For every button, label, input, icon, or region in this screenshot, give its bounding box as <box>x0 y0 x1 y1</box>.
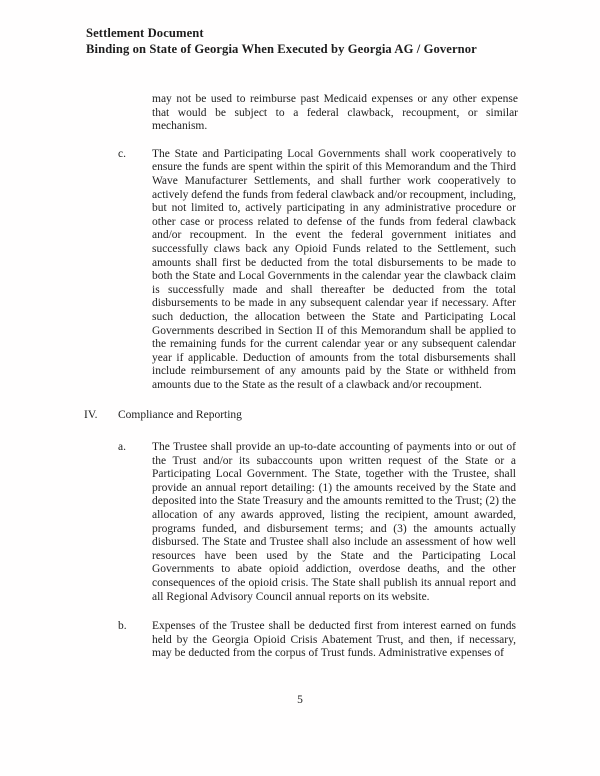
list-item-b-text: Expenses of the Trustee shall be deducted first from interest earned on funds held by the Georgia Opioid Crisis Abatement Trust, and then, if necessary, may be deducted from the corpus of Trust funds. Administrative expenses of <box>152 620 516 660</box>
list-marker-c: c. <box>118 147 126 160</box>
list-item-c-text: The State and Participating Local Governments shall work cooperatively to ensure the funds are spent within the spirit of this Memorandum and the Third Wave Manufacturer Settlements, and shall further work cooperatively to actively defend the funds from federal clawback and/or recoupment, including, but not limited to, actively participating in any administrative procedure or other case or process related to defense of the funds from federal clawback and/or recoupment. In the event the federal government initiates and successfully claws back any Opioid Funds related to the Settlement, such amounts shall first be deducted from the total disbursements to be made to both the State and Local Governments in the calendar year the clawback claim is successfully made and shall thereafter be deducted from the total disbursements to be made in any subsequent calendar year if necessary. After such deduction, the allocation between the State and Participating Local Governments described in Section II of this Memorandum shall be applied to the remaining funds for the current calendar year or any subsequent calendar year if applicable. Deduction of amounts from the total disbursements shall include reimbursement of any amounts paid by the State or withheld from amounts due to the State as the result of a clawback and/or recoupment. <box>152 147 516 391</box>
list-marker-a: a. <box>118 441 126 454</box>
header-title-line: Settlement Document <box>86 26 204 40</box>
document-header <box>86 0 560 57</box>
section-number: IV. <box>84 409 98 422</box>
paragraph-intro-continuation: may not be used to reimburse past Medicaid expenses or any other expense that would be subject to a federal clawback, recoupment, or similar mechanism. <box>152 93 518 133</box>
section-heading-iv <box>84 409 600 423</box>
list-item-c <box>118 148 600 393</box>
page-number: 5 <box>297 694 303 706</box>
list-item-a <box>118 441 600 604</box>
list-item-b <box>118 620 600 661</box>
list-item-a-text: The Trustee shall provide an up-to-date accounting of payments into or out of the Trust and/or its subaccounts upon written request of the State or a Participating Local Government. The State, together with the Trustee, shall provide an annual report detailing: (1) the amounts received by the State and deposited into the State Treasury and the amounts remitted to the Trust; (2) the allocation of any awards approved, listing the recipient, amount awarded, programs funded, and disbursement terms; and (3) the amounts actually disbursed. The State and Trustee shall also include an assessment of how well resources have been used by the State and the Participating Local Governments to abate opioid addiction, overdose deaths, and the other consequences of the opioid crisis. The State shall publish its annual report and all Regional Advisory Council annual reports on its website. <box>152 441 516 603</box>
header-subtitle-line: Binding on State of Georgia When Executed by Georgia AG / Governor <box>86 42 477 56</box>
list-marker-b: b. <box>118 620 127 633</box>
section-title: Compliance and Reporting <box>118 409 242 422</box>
